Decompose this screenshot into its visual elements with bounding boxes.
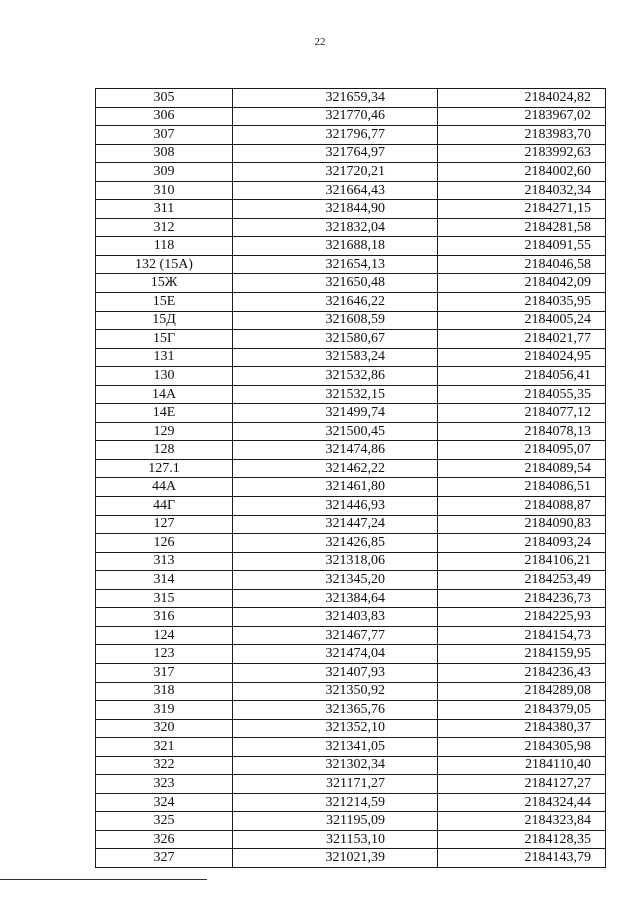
table-row xyxy=(96,330,606,349)
table-row xyxy=(96,793,606,812)
y-coordinate-cell: 2184056,41 xyxy=(438,367,606,386)
point-cell: 128 xyxy=(96,441,233,460)
table-row xyxy=(96,218,606,237)
point-cell: 325 xyxy=(96,812,233,831)
table-row xyxy=(96,645,606,664)
point-cell: 44А xyxy=(96,478,233,497)
x-coordinate-cell: 321461,80 xyxy=(233,478,438,497)
x-coordinate-cell: 321770,46 xyxy=(233,107,438,126)
x-coordinate-cell: 321447,24 xyxy=(233,515,438,534)
x-coordinate-cell: 321021,39 xyxy=(233,849,438,868)
table-row xyxy=(96,775,606,794)
y-coordinate-cell: 2184323,84 xyxy=(438,812,606,831)
table-row xyxy=(96,478,606,497)
table-row xyxy=(96,571,606,590)
x-coordinate-cell: 321664,43 xyxy=(233,181,438,200)
table-row xyxy=(96,144,606,163)
table-row xyxy=(96,89,606,108)
table-row xyxy=(96,608,606,627)
coordinates-table xyxy=(95,88,606,868)
y-coordinate-cell: 2184095,07 xyxy=(438,441,606,460)
table-row xyxy=(96,701,606,720)
y-coordinate-cell: 2184089,54 xyxy=(438,459,606,478)
point-cell: 127.1 xyxy=(96,459,233,478)
point-cell: 130 xyxy=(96,367,233,386)
point-cell: 313 xyxy=(96,552,233,571)
table-row xyxy=(96,404,606,423)
table-row xyxy=(96,126,606,145)
x-coordinate-cell: 321650,48 xyxy=(233,274,438,293)
point-cell: 306 xyxy=(96,107,233,126)
y-coordinate-cell: 2184154,73 xyxy=(438,626,606,645)
y-coordinate-cell: 2184236,43 xyxy=(438,663,606,682)
y-coordinate-cell: 2184253,49 xyxy=(438,571,606,590)
y-coordinate-cell: 2184024,95 xyxy=(438,348,606,367)
point-cell: 316 xyxy=(96,608,233,627)
point-cell: 314 xyxy=(96,571,233,590)
x-coordinate-cell: 321500,45 xyxy=(233,422,438,441)
y-coordinate-cell: 2184127,27 xyxy=(438,775,606,794)
x-coordinate-cell: 321318,06 xyxy=(233,552,438,571)
y-coordinate-cell: 2184110,40 xyxy=(438,756,606,775)
x-coordinate-cell: 321646,22 xyxy=(233,293,438,312)
point-cell: 132 (15А) xyxy=(96,255,233,274)
point-cell: 44Г xyxy=(96,497,233,516)
x-coordinate-cell: 321365,76 xyxy=(233,701,438,720)
x-coordinate-cell: 321341,05 xyxy=(233,738,438,757)
point-cell: 124 xyxy=(96,626,233,645)
point-cell: 14Е xyxy=(96,404,233,423)
table-row xyxy=(96,849,606,868)
coordinates-table-body xyxy=(96,89,606,868)
x-coordinate-cell: 321407,93 xyxy=(233,663,438,682)
y-coordinate-cell: 2184021,77 xyxy=(438,330,606,349)
point-cell: 126 xyxy=(96,534,233,553)
table-row xyxy=(96,237,606,256)
y-coordinate-cell: 2184024,82 xyxy=(438,89,606,108)
y-coordinate-cell: 2184035,95 xyxy=(438,293,606,312)
x-coordinate-cell: 321153,10 xyxy=(233,830,438,849)
table-row xyxy=(96,830,606,849)
x-coordinate-cell: 321446,93 xyxy=(233,497,438,516)
y-coordinate-cell: 2184324,44 xyxy=(438,793,606,812)
table-row xyxy=(96,348,606,367)
x-coordinate-cell: 321474,86 xyxy=(233,441,438,460)
y-coordinate-cell: 2184091,55 xyxy=(438,237,606,256)
point-cell: 14А xyxy=(96,385,233,404)
point-cell: 324 xyxy=(96,793,233,812)
table-row xyxy=(96,107,606,126)
y-coordinate-cell: 2184289,08 xyxy=(438,682,606,701)
table-row xyxy=(96,293,606,312)
y-coordinate-cell: 2183967,02 xyxy=(438,107,606,126)
point-cell: 311 xyxy=(96,200,233,219)
table-row xyxy=(96,181,606,200)
table-row xyxy=(96,738,606,757)
table-row xyxy=(96,200,606,219)
point-cell: 312 xyxy=(96,218,233,237)
y-coordinate-cell: 2184088,87 xyxy=(438,497,606,516)
point-cell: 315 xyxy=(96,589,233,608)
x-coordinate-cell: 321474,04 xyxy=(233,645,438,664)
x-coordinate-cell: 321580,67 xyxy=(233,330,438,349)
table-row xyxy=(96,515,606,534)
table-row xyxy=(96,255,606,274)
table-row xyxy=(96,163,606,182)
x-coordinate-cell: 321384,64 xyxy=(233,589,438,608)
point-cell: 317 xyxy=(96,663,233,682)
y-coordinate-cell: 2184128,35 xyxy=(438,830,606,849)
x-coordinate-cell: 321467,77 xyxy=(233,626,438,645)
y-coordinate-cell: 2184143,79 xyxy=(438,849,606,868)
y-coordinate-cell: 2184042,09 xyxy=(438,274,606,293)
y-coordinate-cell: 2184055,35 xyxy=(438,385,606,404)
point-cell: 308 xyxy=(96,144,233,163)
table-row xyxy=(96,626,606,645)
point-cell: 127 xyxy=(96,515,233,534)
point-cell: 326 xyxy=(96,830,233,849)
point-cell: 118 xyxy=(96,237,233,256)
y-coordinate-cell: 2184159,95 xyxy=(438,645,606,664)
y-coordinate-cell: 2183983,70 xyxy=(438,126,606,145)
x-coordinate-cell: 321844,90 xyxy=(233,200,438,219)
x-coordinate-cell: 321832,04 xyxy=(233,218,438,237)
x-coordinate-cell: 321345,20 xyxy=(233,571,438,590)
y-coordinate-cell: 2184086,51 xyxy=(438,478,606,497)
y-coordinate-cell: 2184090,83 xyxy=(438,515,606,534)
x-coordinate-cell: 321720,21 xyxy=(233,163,438,182)
y-coordinate-cell: 2184225,93 xyxy=(438,608,606,627)
point-cell: 15Д xyxy=(96,311,233,330)
table-row xyxy=(96,756,606,775)
y-coordinate-cell: 2184046,58 xyxy=(438,255,606,274)
x-coordinate-cell: 321499,74 xyxy=(233,404,438,423)
x-coordinate-cell: 321654,13 xyxy=(233,255,438,274)
x-coordinate-cell: 321352,10 xyxy=(233,719,438,738)
point-cell: 322 xyxy=(96,756,233,775)
point-cell: 309 xyxy=(96,163,233,182)
x-coordinate-cell: 321583,24 xyxy=(233,348,438,367)
x-coordinate-cell: 321403,83 xyxy=(233,608,438,627)
x-coordinate-cell: 321532,86 xyxy=(233,367,438,386)
point-cell: 15Ж xyxy=(96,274,233,293)
y-coordinate-cell: 2184281,58 xyxy=(438,218,606,237)
x-coordinate-cell: 321350,92 xyxy=(233,682,438,701)
table-row xyxy=(96,367,606,386)
footnote-separator xyxy=(0,879,207,880)
y-coordinate-cell: 2184380,37 xyxy=(438,719,606,738)
y-coordinate-cell: 2184305,98 xyxy=(438,738,606,757)
table-row xyxy=(96,812,606,831)
x-coordinate-cell: 321171,27 xyxy=(233,775,438,794)
table-row xyxy=(96,552,606,571)
x-coordinate-cell: 321659,34 xyxy=(233,89,438,108)
table-row xyxy=(96,682,606,701)
table-row xyxy=(96,663,606,682)
y-coordinate-cell: 2184106,21 xyxy=(438,552,606,571)
x-coordinate-cell: 321426,85 xyxy=(233,534,438,553)
point-cell: 320 xyxy=(96,719,233,738)
table-row xyxy=(96,441,606,460)
table-row xyxy=(96,274,606,293)
y-coordinate-cell: 2184032,34 xyxy=(438,181,606,200)
x-coordinate-cell: 321688,18 xyxy=(233,237,438,256)
table-row xyxy=(96,422,606,441)
point-cell: 129 xyxy=(96,422,233,441)
x-coordinate-cell: 321195,09 xyxy=(233,812,438,831)
table-row xyxy=(96,311,606,330)
y-coordinate-cell: 2184271,15 xyxy=(438,200,606,219)
point-cell: 327 xyxy=(96,849,233,868)
point-cell: 305 xyxy=(96,89,233,108)
x-coordinate-cell: 321796,77 xyxy=(233,126,438,145)
y-coordinate-cell: 2183992,63 xyxy=(438,144,606,163)
point-cell: 15Г xyxy=(96,330,233,349)
x-coordinate-cell: 321462,22 xyxy=(233,459,438,478)
y-coordinate-cell: 2184093,24 xyxy=(438,534,606,553)
table-row xyxy=(96,534,606,553)
point-cell: 319 xyxy=(96,701,233,720)
point-cell: 318 xyxy=(96,682,233,701)
y-coordinate-cell: 2184379,05 xyxy=(438,701,606,720)
point-cell: 15Е xyxy=(96,293,233,312)
y-coordinate-cell: 2184005,24 xyxy=(438,311,606,330)
x-coordinate-cell: 321764,97 xyxy=(233,144,438,163)
y-coordinate-cell: 2184078,13 xyxy=(438,422,606,441)
point-cell: 131 xyxy=(96,348,233,367)
x-coordinate-cell: 321532,15 xyxy=(233,385,438,404)
table-row xyxy=(96,385,606,404)
y-coordinate-cell: 2184236,73 xyxy=(438,589,606,608)
point-cell: 310 xyxy=(96,181,233,200)
y-coordinate-cell: 2184077,12 xyxy=(438,404,606,423)
point-cell: 307 xyxy=(96,126,233,145)
table-row xyxy=(96,719,606,738)
point-cell: 321 xyxy=(96,738,233,757)
table-row xyxy=(96,589,606,608)
table-row xyxy=(96,497,606,516)
x-coordinate-cell: 321214,59 xyxy=(233,793,438,812)
y-coordinate-cell: 2184002,60 xyxy=(438,163,606,182)
table-row xyxy=(96,459,606,478)
x-coordinate-cell: 321608,59 xyxy=(233,311,438,330)
point-cell: 123 xyxy=(96,645,233,664)
x-coordinate-cell: 321302,34 xyxy=(233,756,438,775)
point-cell: 323 xyxy=(96,775,233,794)
page-number: 22 xyxy=(314,36,326,48)
